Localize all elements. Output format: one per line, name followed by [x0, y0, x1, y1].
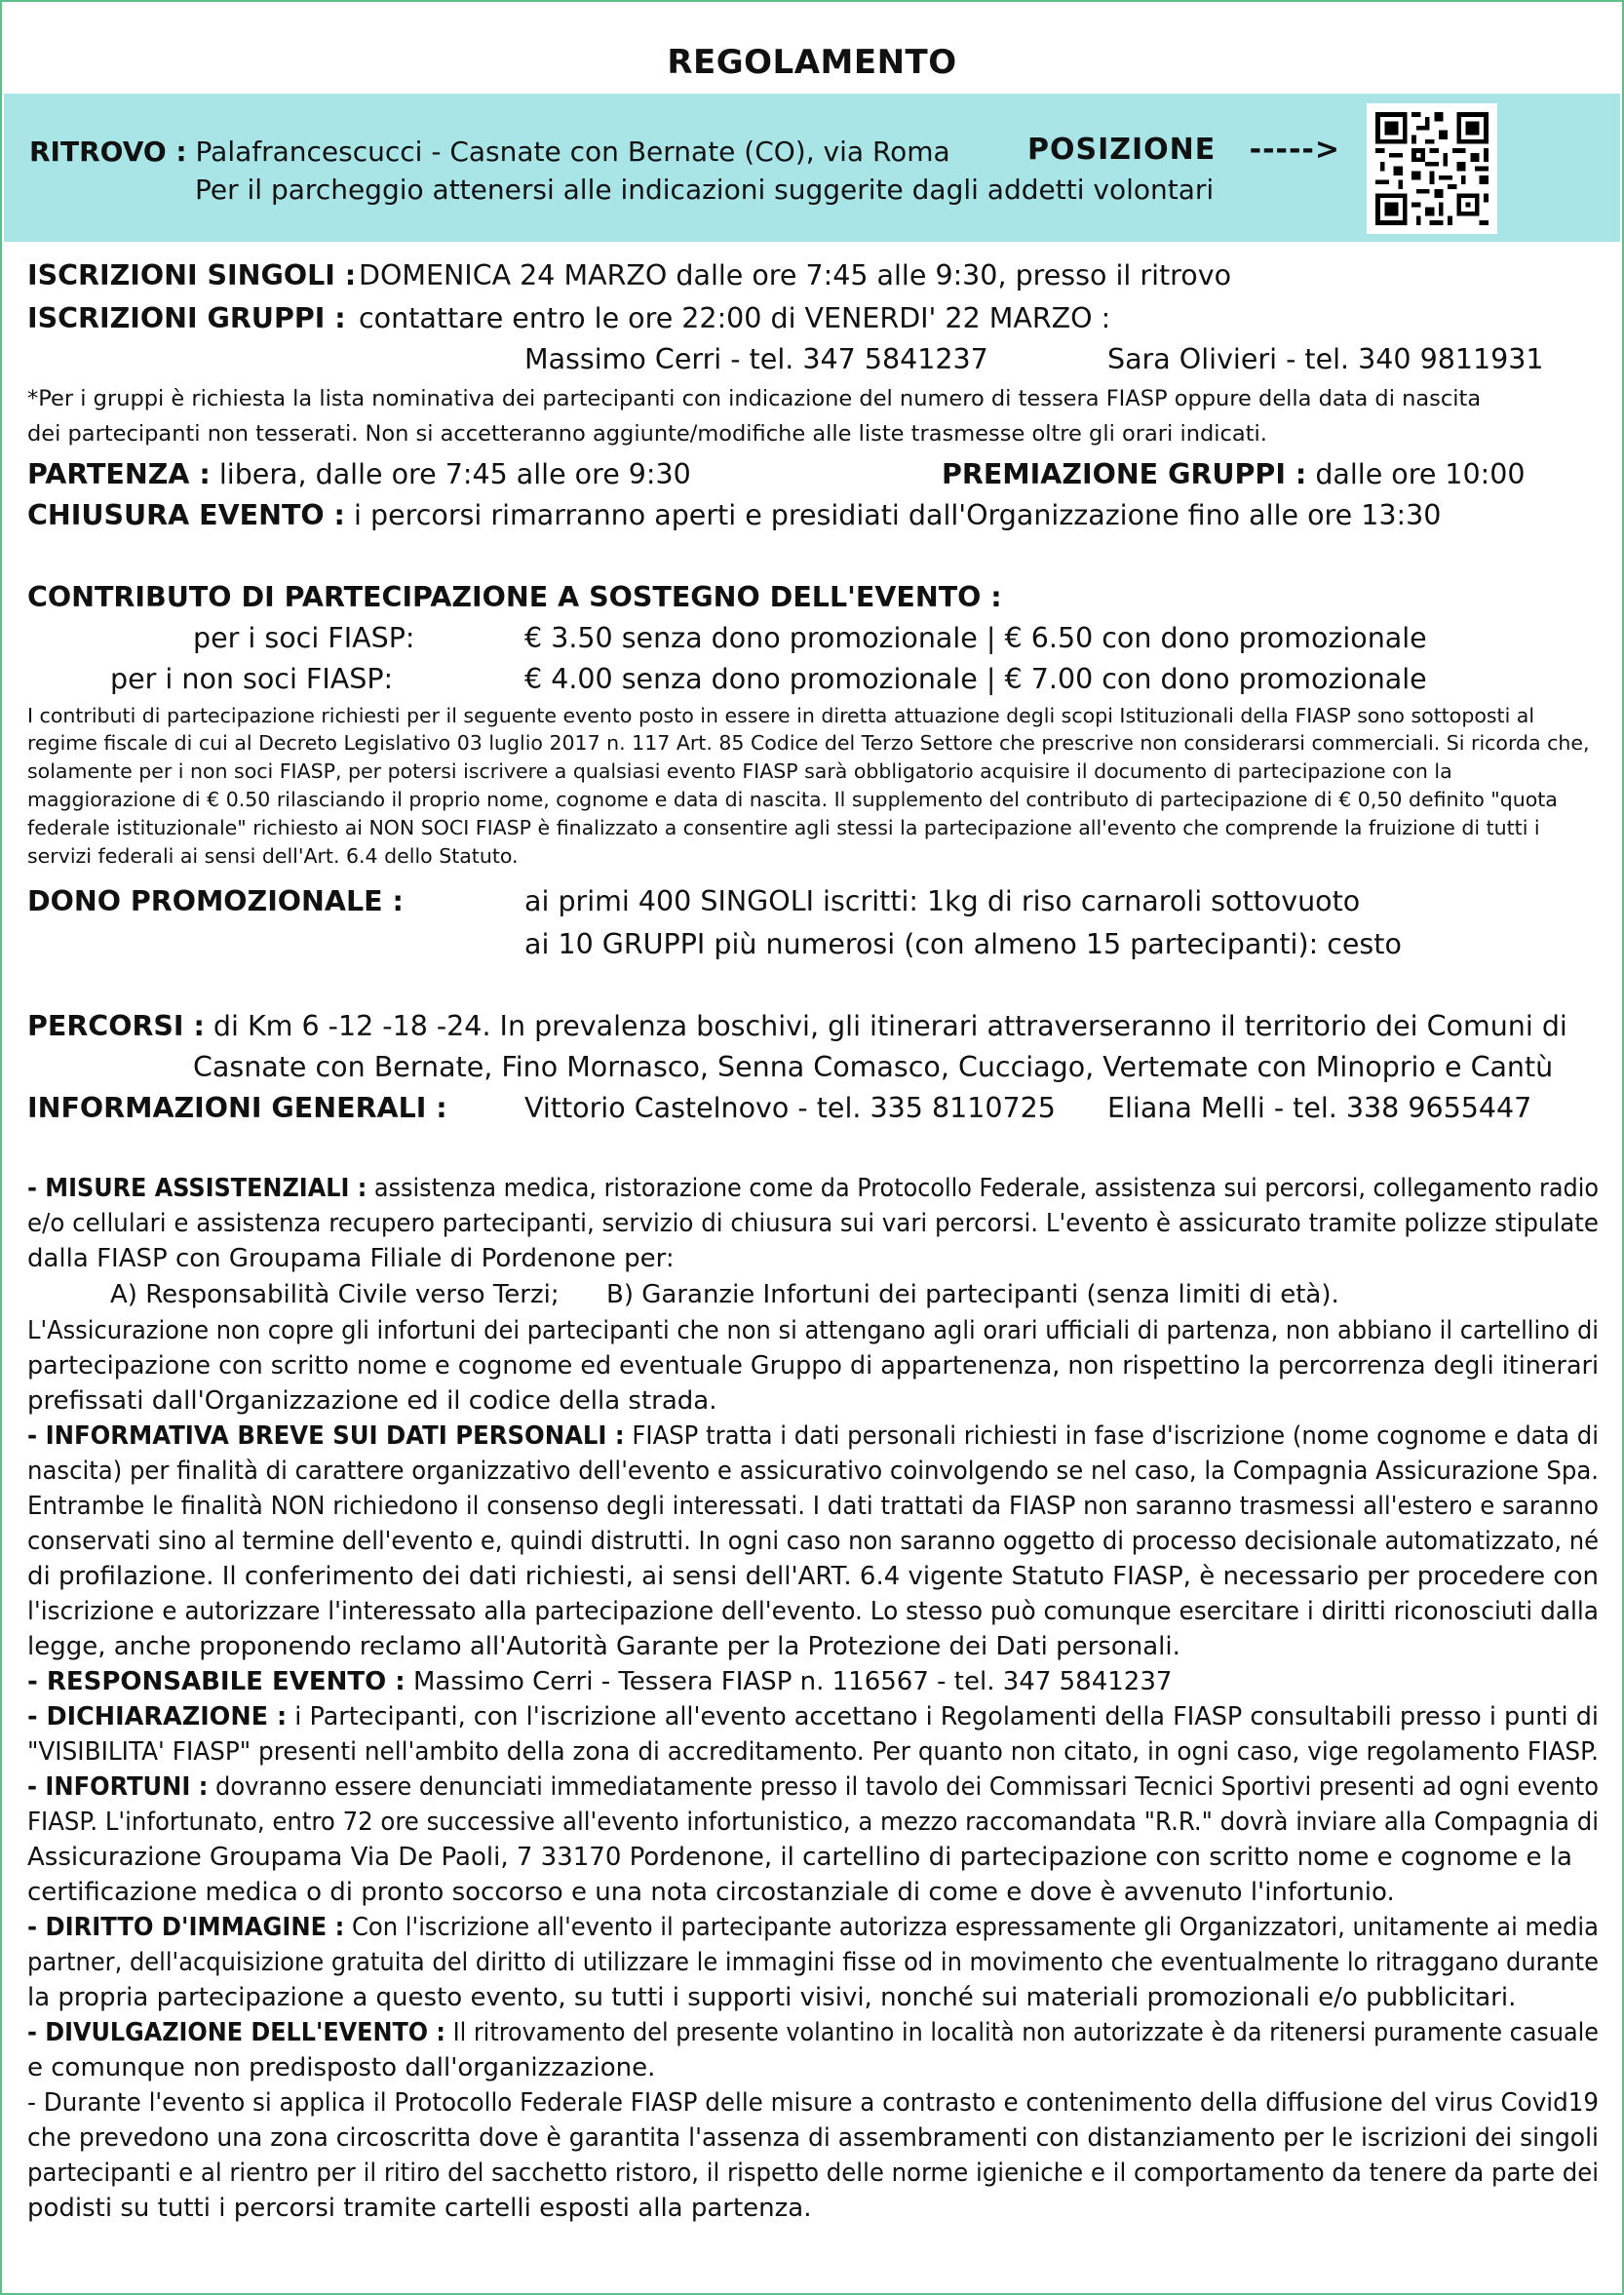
ritrovo-line — [29, 136, 950, 168]
premiazione-line — [942, 458, 1526, 490]
gruppi-note-1: *Per i gruppi è richiesta la lista nominativa dei partecipanti con indicazione del numero di tessera FIASP oppure della data di nascita — [27, 386, 1482, 411]
info-heading — [27, 1092, 447, 1124]
iscrizioni-singoli — [27, 259, 356, 292]
divulgazione-line-2: e comunque non predisposto dall'organizzazione. — [27, 2053, 656, 2082]
dono-line-2: ai 10 GRUPPI più numerosi (con almeno 15 partecipanti): cesto — [524, 928, 1402, 960]
chiusura-text: i percorsi rimarranno aperti e presidiati dall'Organizzazione fino alle ore 13:30 — [354, 499, 1442, 531]
responsabile-line — [27, 1667, 1172, 1696]
covid-line-3: partecipanti e al rientro per il ritiro del sacchetto ristoro, il rispetto delle norme igieniche e il comportamento da tenere da parte dei — [27, 2159, 1599, 2188]
contact-gruppi-1: Massimo Cerri - tel. 347 5841237 — [524, 343, 988, 375]
misure-line-3: dalla FIASP con Groupama Filiale di Pordenone per: — [27, 1244, 675, 1273]
dichiarazione-text-1: i Partecipanti, con l'iscrizione all'evento accettano i Regolamenti della FIASP consultabili presso i punti di — [294, 1702, 1599, 1731]
immagine-line-1 — [27, 1913, 1599, 1942]
misure-label: - MISURE ASSISTENZIALI : — [27, 1174, 367, 1203]
misure-line-4: L'Assicurazione non copre gli infortuni dei partecipanti che non si attengano agli orari ufficiali di partenza, non abbiano il cartellino di — [27, 1316, 1599, 1345]
misure-line-5: partecipazione con scritto nome e cognome ed eventuale Gruppo di appartenenza, non rispettino la percorrenza degli itinerari — [27, 1351, 1599, 1381]
iscrizioni-gruppi-label: ISCRIZIONI GRUPPI : — [27, 302, 346, 334]
misure-text-1: assistenza medica, ristorazione come da Protocollo Federale, assistenza sui percorsi, collegamento radio — [373, 1174, 1599, 1203]
qr-code[interactable] — [1367, 103, 1497, 234]
contact-gruppi-2: Sara Olivieri - tel. 340 9811931 — [1107, 343, 1544, 375]
contributo-fine-1: I contributi di partecipazione richiesti per il seguente evento posto in essere in diretta attuazione degli scopi Istituzionali della FIASP sono sottoposti al — [27, 704, 1535, 727]
contributo-fine-4: maggiorazione di € 0.50 rilasciando il proprio nome, cognome e data di nascita. Il supplemento del contributo di partecipazione di € 0,50 definito "quota — [27, 788, 1558, 811]
partenza-line — [27, 458, 691, 490]
qr-code-icon — [1367, 103, 1497, 234]
contributo-heading — [27, 581, 1002, 613]
covid-line-2: che prevedono una zona circoscritta dove è garantita l'assenza di assembramenti con distanziamento per le iscrizioni dei singoli — [27, 2123, 1599, 2153]
contributo-nonsoci-label: per i non soci FIASP: — [110, 663, 394, 695]
divulgazione-label: - DIVULGAZIONE DELL'EVENTO : — [27, 2018, 445, 2047]
misure-item-b: B) Garanzie Infortuni dei partecipanti (senza limiti di età). — [606, 1280, 1339, 1309]
informativa-line-1 — [27, 1421, 1599, 1451]
informativa-line-3: Entrambe le finalità NON richiedono il consenso degli interessati. I dati trattati da FIASP non saranno trasmessi all'estero e saranno — [27, 1492, 1599, 1521]
page-title: REGOLAMENTO — [667, 43, 957, 82]
infortuni-line-4: certificazione medica o di pronto soccorso e una nota circostanziale di come e dove è avvenuto l'infortunio. — [27, 1878, 1395, 1907]
posizione-text: POSIZIONE — [1027, 133, 1217, 167]
dichiarazione-line-1 — [27, 1702, 1599, 1731]
contributo-soci-label: per i soci FIASP: — [193, 622, 415, 654]
infortuni-line-3: Assicurazione Groupama Via De Paoli, 7 33170 Pordenone, il cartellino di partecipazione con scritto nome e cognome e la — [27, 1843, 1572, 1872]
contributo-fine-6: servizi federali ai sensi dell'Art. 6.4 dello Statuto. — [27, 844, 519, 868]
posizione-label — [1027, 133, 1340, 167]
informativa-text-1: FIASP tratta i dati personali richiesti in fase d'iscrizione (nome cognome e data di — [632, 1421, 1599, 1451]
responsabile-label: - RESPONSABILE EVENTO : — [27, 1667, 406, 1696]
info-label: INFORMAZIONI GENERALI : — [27, 1092, 447, 1124]
contributo-nonsoci-text: € 4.00 senza dono promozionale | € 7.00 con dono promozionale — [524, 663, 1427, 695]
informativa-label: - INFORMATIVA BREVE SUI DATI PERSONALI : — [27, 1421, 625, 1451]
partenza-label: PARTENZA : — [27, 458, 211, 490]
misure-line-1 — [27, 1174, 1599, 1203]
immagine-label: - DIRITTO D'IMMAGINE : — [27, 1913, 345, 1942]
contributo-soci-text: € 3.50 senza dono promozionale | € 6.50 con dono promozionale — [524, 622, 1427, 654]
dono-heading — [27, 885, 404, 917]
info-contact-2: Eliana Melli - tel. 338 9655447 — [1107, 1092, 1532, 1124]
informativa-line-7: legge, anche proponendo reclamo all'Autorità Garante per la Protezione dei Dati personali. — [27, 1632, 1180, 1661]
immagine-line-3: la propria partecipazione a questo evento, su tutti i supporti visivi, nonché sui materiali promozionali e/o pubblicitari. — [27, 1983, 1517, 2012]
divulgazione-text-1: Il ritrovamento del presente volantino in località non autorizzate è da ritenersi puramente casuale — [452, 2018, 1599, 2047]
gruppi-note-2: dei partecipanti non tesserati. Non si accetteranno aggiunte/modifiche alle liste trasmesse oltre gli orari indicati. — [27, 421, 1267, 447]
dichiarazione-line-2: "VISIBILITA' FIASP" presenti nell'ambito della zona di accreditamento. Per quanto non citato, in ogni caso, vige regolamento FIASP. — [27, 1737, 1599, 1767]
chiusura-line — [27, 499, 1441, 531]
percorsi-text-1: di Km 6 -12 -18 -24. In prevalenza boschivi, gli itinerari attraverseranno il territorio dei Comuni di — [213, 1010, 1567, 1042]
immagine-line-2: partner, dell'acquisizione gratuita del diritto di utilizzare le immagini fisse od in movimento che eventualmente lo ritraggano durante — [27, 1948, 1599, 1977]
informativa-line-2: nascita) per finalità di carattere organizzativo dell'evento e assicurativo coinvolgendo se nel caso, la Compagnia Assicurazione Spa. — [27, 1457, 1599, 1486]
informativa-line-4: conservati sino al termine dell'evento e, quindi distrutti. In ogni caso non saranno oggetto di processo decisionale automatizzato, né — [27, 1527, 1599, 1556]
percorsi-label: PERCORSI : — [27, 1010, 205, 1042]
responsabile-text: Massimo Cerri - Tessera FIASP n. 116567 - tel. 347 5841237 — [412, 1667, 1173, 1696]
divulgazione-line-1 — [27, 2018, 1599, 2047]
contributo-fine-3: solamente per i non soci FIASP, per potersi iscrivere a qualsiasi evento FIASP sarà obbligatorio acquisire il documento di partecipazione con la — [27, 759, 1452, 783]
dichiarazione-label: - DICHIARAZIONE : — [27, 1702, 288, 1731]
parking-note: Per il parcheggio attenersi alle indicazioni suggerite dagli addetti volontari — [195, 174, 1215, 206]
chiusura-label: CHIUSURA EVENTO : — [27, 499, 345, 531]
dono-label: DONO PROMOZIONALE : — [27, 885, 404, 917]
premiazione-text: dalle ore 10:00 — [1315, 458, 1526, 490]
misure-line-6: prefissati dall'Organizzazione ed il codice della strada. — [27, 1386, 717, 1416]
informativa-line-5: di profilazione. Il conferimento dei dati richiesti, ai sensi dell'ART. 6.4 vigente Statuto FIASP, è necessario per procedere con — [27, 1562, 1599, 1591]
misure-line-2: e/o cellulari e assistenza recupero partecipanti, servizio di chiusura sui vari percorsi. L'evento è assicurato tramite polizze stipulate — [27, 1209, 1599, 1238]
contributo-fine-5: federale istituzionale" richiesto ai NON SOCI FIASP è finalizzato a consentire agli stessi la partecipazione all'evento che comprende la fruizione di tutti i — [27, 816, 1540, 839]
infortuni-line-2: FIASP. L'infortunato, entro 72 ore successive all'evento infortunistico, a mezzo raccomandata "R.R." dovrà inviare alla Compagnia di — [27, 1808, 1599, 1837]
iscrizioni-singoli-text: DOMENICA 24 MARZO dalle ore 7:45 alle 9:30, presso il ritrovo — [359, 259, 1232, 292]
iscrizioni-gruppi-text: contattare entro le ore 22:00 di VENERDI' 22 MARZO : — [359, 302, 1111, 334]
ritrovo-text: Palafrancescucci - Casnate con Bernate (CO), via Roma — [195, 136, 950, 168]
infortuni-line-1 — [27, 1772, 1599, 1802]
premiazione-label: PREMIAZIONE GRUPPI : — [942, 458, 1307, 490]
infortuni-label: - INFORTUNI : — [27, 1772, 209, 1802]
dono-line-1: ai primi 400 SINGOLI iscritti: 1kg di riso carnaroli sottovuoto — [524, 885, 1361, 917]
covid-line-1: - Durante l'evento si applica il Protocollo Federale FIASP delle misure a contrasto e contenimento della diffusione del virus Covid19 — [27, 2088, 1599, 2118]
immagine-text-1: Con l'iscrizione all'evento il partecipante autorizza espressamente gli Organizzatori, unitamente ai media — [352, 1913, 1599, 1942]
ritrovo-label: RITROVO : — [29, 136, 187, 168]
iscrizioni-gruppi — [27, 302, 346, 334]
infortuni-text-1: dovranno essere denunciati immediatamente presso il tavolo dei Commissari Tecnici Sportivi presenti ad ogni evento — [215, 1772, 1599, 1802]
misure-item-a: A) Responsabilità Civile verso Terzi; — [110, 1280, 560, 1309]
percorsi-line-2: Casnate con Bernate, Fino Mornasco, Senna Comasco, Cucciago, Vertemate con Minoprio e Cantù — [193, 1051, 1554, 1083]
iscrizioni-singoli-label: ISCRIZIONI SINGOLI : — [27, 259, 357, 292]
ritrovo-band — [4, 94, 1620, 242]
contributo-fine-2: regime fiscale di cui al Decreto Legislativo 03 luglio 2017 n. 117 Art. 85 Codice del Terzo Settore che prescrive non considerarsi commerciali. Si ricorda che, — [27, 731, 1590, 755]
partenza-text: libera, dalle ore 7:45 alle ore 9:30 — [218, 458, 691, 490]
contributo-heading-text: CONTRIBUTO DI PARTECIPAZIONE A SOSTEGNO DELL'EVENTO : — [27, 581, 1002, 613]
info-contact-1: Vittorio Castelnovo - tel. 335 8110725 — [524, 1092, 1056, 1124]
percorsi-line-1 — [27, 1010, 1567, 1042]
covid-line-4: podisti su tutti i percorsi tramite cartelli esposti alla partenza. — [27, 2194, 812, 2223]
posizione-arrow: -----> — [1249, 133, 1341, 167]
informativa-line-6: l'iscrizione e autorizzare l'interessato alla partecipazione dell'evento. Lo stesso può comunque esercitare i diritti riconosciuti dalla — [27, 1597, 1599, 1626]
